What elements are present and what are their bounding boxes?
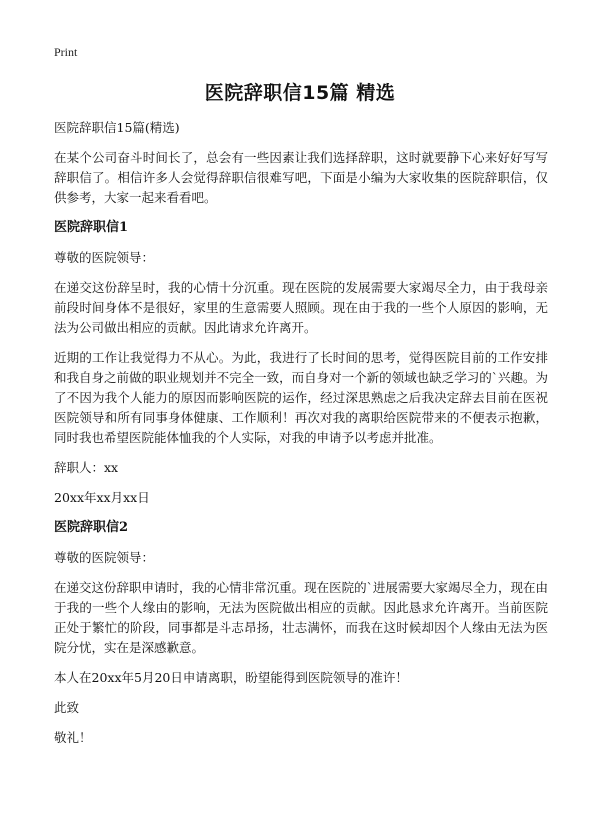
letter-2-paragraph-1: 在递交这份辞职申请时，我的心情非常沉重。现在医院的`进展需要大家竭尽全力，现在由于我的一些个人缘由的影响，无法为医院做出相应的贡献。因此恳求允许离开。当前医院正处于繁忙的阶段，同事都是斗志昂扬，壮志满怀，而我在这时候却因个人缘由无法为医院分忧，实在是深感歉意。 (54, 580, 548, 655)
letter-2-salutation: 尊敬的医院领导： (54, 550, 155, 565)
letter-1-paragraph-1: 在递交这份辞呈时，我的心情十分沉重。现在医院的发展需要大家竭尽全力，由于我母亲前段时间身体不是很好，家里的生意需要人照顾。现在由于我的一些个人原因的影响，无法为公司做出相应的贡献。因此请求允许离开。 (54, 280, 548, 335)
intro-paragraph: 在某个公司奋斗时间长了，总会有一些因素让我们选择辞职，这时就要静下心来好好写写辞职信了。相信许多人会觉得辞职信很难写吧，下面是小编为大家收集的医院辞职信，仅供参考，大家一起来看看吧。 (54, 150, 548, 205)
article-body (54, 118, 548, 758)
letter-1-heading: 医院辞职信1 (54, 220, 129, 235)
letter-1-paragraph-2: 近期的工作让我觉得力不从心。为此，我进行了长时间的思考，觉得医院目前的工作安排和我自身之前做的职业规划并不完全一致，而自身对一个新的领域也缺乏学习的`兴趣。为了不因为我个人能力的原因而影响医院的运作，经过深思熟虑之后我决定辞去目前在医祝医院领导和所有同事身体健康、工作顺利！再次对我的离职给医院带来的不便表示抱歉，同时我也希望医院能体恤我的个人实际，对我的申请予以考虑并批准。 (54, 350, 548, 445)
article-subtitle: 医院辞职信15篇(精选) (54, 120, 180, 135)
letter-1-signer: 辞职人：xx (54, 460, 119, 475)
page-title: 医院辞职信15篇 精选 (204, 82, 396, 104)
letter-1-date: 20xx年xx月xx日 (54, 490, 150, 505)
letter-1-salutation: 尊敬的医院领导： (54, 250, 155, 265)
letter-2-closing-2: 敬礼！ (54, 730, 92, 745)
letter-2-paragraph-2: 本人在20xx年5月20日申请离职，盼望能得到医院领导的准许！ (54, 670, 408, 685)
print-link[interactable]: Print (54, 45, 78, 59)
letter-2-closing-1: 此致 (54, 700, 80, 715)
letter-2-heading: 医院辞职信2 (54, 520, 129, 535)
